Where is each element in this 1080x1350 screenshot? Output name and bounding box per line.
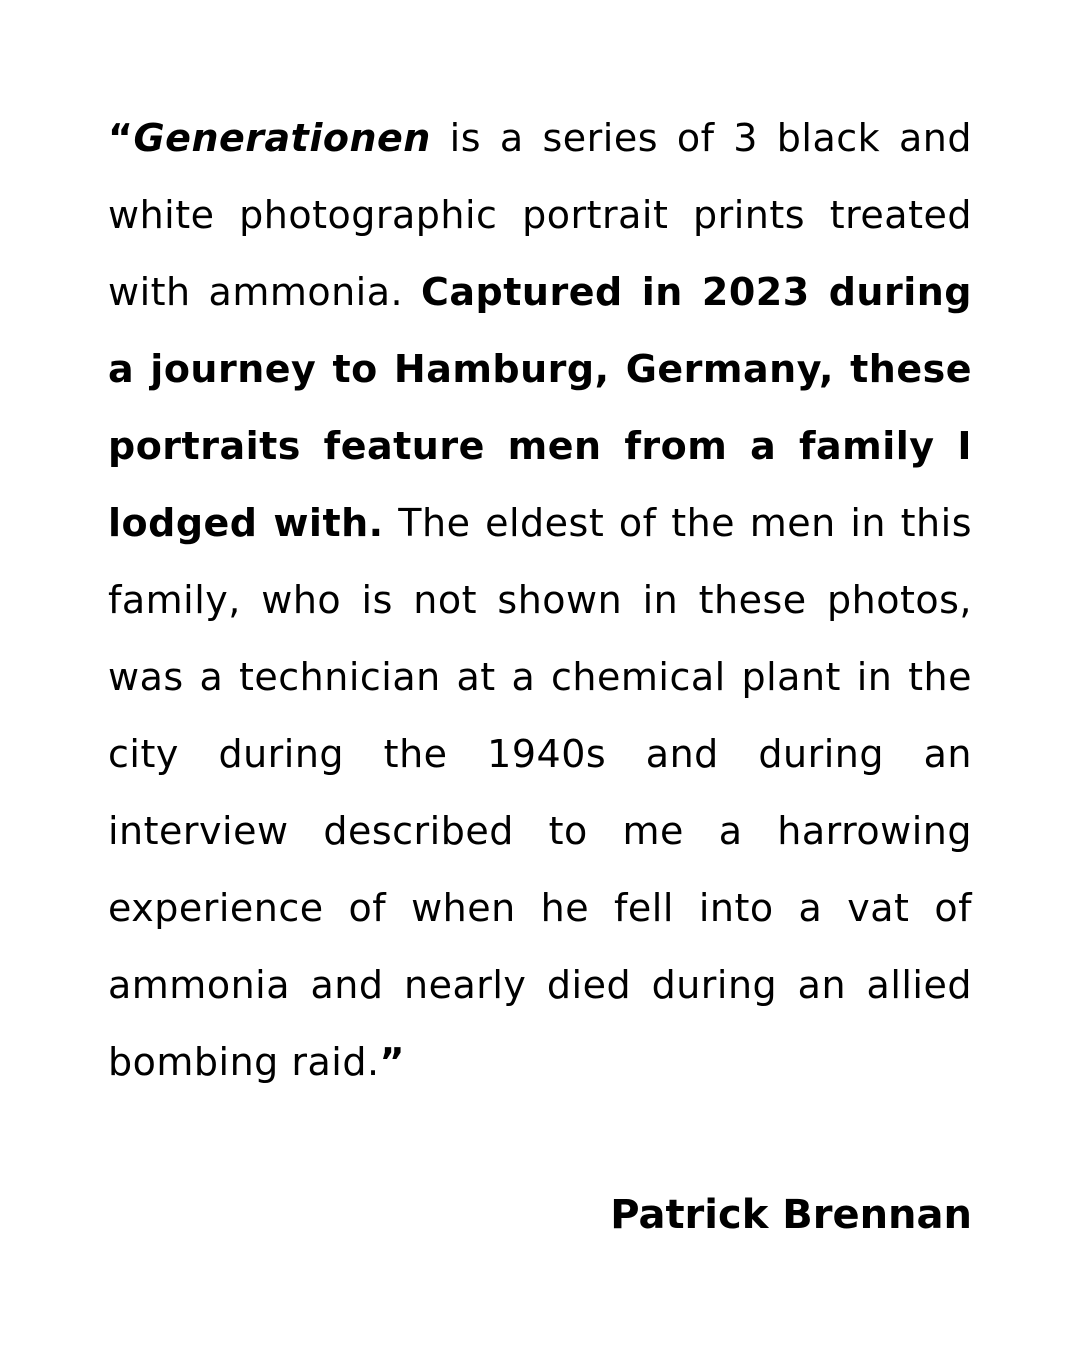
quote-text-bold: Captured in 2023 during a journey to Hamburg, Germany, these portraits feature men from a family I lodged with. bbox=[108, 270, 972, 545]
author-name: Patrick Brennan bbox=[610, 1192, 972, 1238]
quote-text-body: The eldest of the men in this family, who is not shown in these photos, was a technician at a chemical plant in the city during the 1940s and during an interview described to me a harrowing experience of when he fell into a vat of ammonia and nearly died during an allied bombing raid. bbox=[108, 501, 972, 1084]
close-quote-mark: ” bbox=[379, 1040, 406, 1084]
quote-text-intro: is a series of 3 black and white photographic portrait prints treated with ammonia. bbox=[108, 116, 972, 314]
quote-paragraph bbox=[108, 100, 972, 1101]
series-title: Generationen bbox=[133, 116, 431, 160]
open-quote-mark: “ bbox=[108, 116, 134, 160]
